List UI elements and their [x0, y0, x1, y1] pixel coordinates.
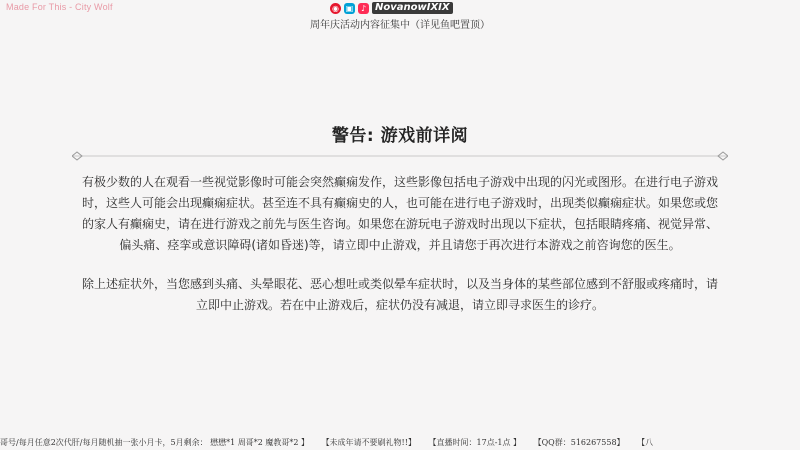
stream-watermark: Made For This - City Wolf [6, 2, 113, 12]
warning-paragraph-2: 除上述症状外，当您感到头痛、头晕眼花、恶心想吐或类似晕车症状时，以及当身体的某些部位感到不舒服或疼痛时，请立即中止游戏。若在中止游戏后，症状仍没有减退，请立即寻求医生的诊疗。 [81, 277, 718, 312]
ticker-item-more: 【八 [637, 438, 654, 447]
event-notice: 周年庆活动内容征集中（详见鱼吧置顶） [310, 20, 490, 31]
warning-title: 警告: 游戏前详阅 [331, 126, 469, 146]
douyin-icon: ♪ [358, 3, 369, 14]
social-bar [330, 2, 453, 14]
ticker-item-qq-group: 【QQ群：516267558】 [533, 438, 625, 447]
warning-text [78, 172, 722, 334]
ticker-item-schedule: 哥号/每月任意2次代肝/每月随机抽一张小月卡，5月剩余： 懋懋*1 周哥*2 魔教哥*2 】 [0, 438, 310, 447]
title-divider [72, 150, 728, 162]
weibo-icon: ◉ [330, 3, 341, 14]
ticker-item-minors: 【未成年请不要刷礼物!!】 [321, 438, 416, 447]
streamer-handle: NovanowIXIX [372, 2, 453, 14]
bilibili-icon: ▣ [345, 3, 354, 13]
stream-info-ticker [0, 435, 800, 450]
ticker-item-live-time: 【直播时间：17点-1点 】 [428, 438, 522, 447]
warning-paragraph-1: 有极少数的人在观看一些视觉影像时可能会突然癫痫发作，这些影像包括电子游戏中出现的闪光或图形。在进行电子游戏时，这些人可能会出现癫痫症状。甚至连不具有癫痫史的人，也可能在进行电子游戏时，出现类似癫痫症状。如果您或您的家人有癫痫史，请在进行游戏之前先与医生咨询。如果您在游玩电子游戏时出现以下症状，包括眼睛疼痛、视觉异常、偏头痛、痉挛或意识障碍(诸如昏迷)等，请立即中止游戏，并且请您于再次进行本游戏之前咨询您的医生。 [81, 175, 718, 252]
